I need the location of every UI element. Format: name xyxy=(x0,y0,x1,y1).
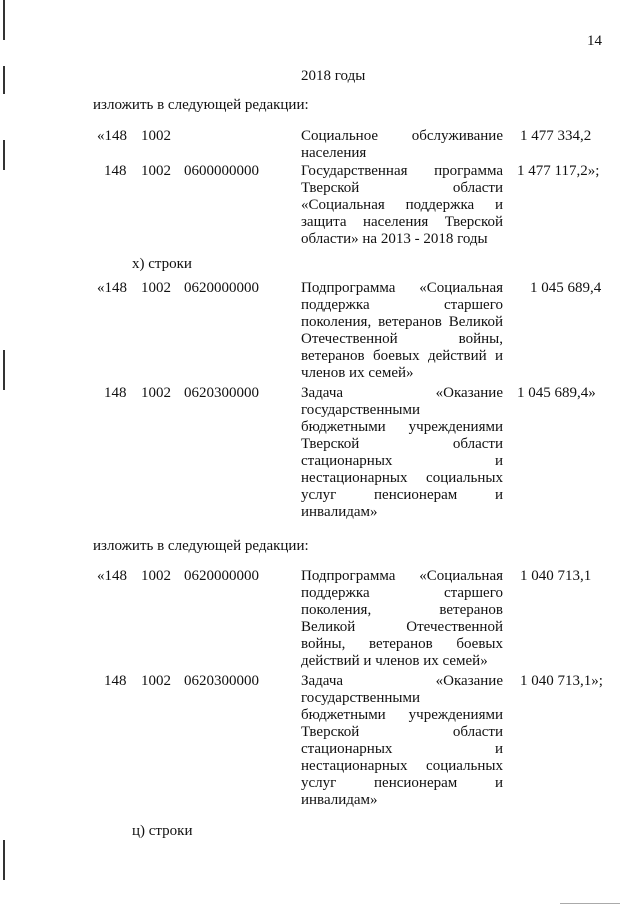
code-section: 1002 xyxy=(141,385,171,401)
row-amount: 1 040 713,1»; xyxy=(520,673,603,689)
code-section: 1002 xyxy=(141,568,171,584)
code-ministry: «148 xyxy=(97,128,127,144)
code-ministry: 148 xyxy=(104,673,127,689)
row-description: Государственная программа Тверской области «Социальная поддержка и защита населения Тверской области» на 2013 - 2018 годы xyxy=(301,163,503,247)
code-section: 1002 xyxy=(141,163,171,179)
row-amount: 1 045 689,4» xyxy=(517,385,596,401)
row-description: Задача «Оказание государственными бюджетными учреждениями Тверской области стационарных и нестационарных социальных услуг пенсионерам и инвалидам» xyxy=(301,385,503,520)
code-section: 1002 xyxy=(141,673,171,689)
code-target: 0620300000 xyxy=(184,385,259,401)
code-ministry: «148 xyxy=(97,568,127,584)
row-description: Социальное обслуживание населения xyxy=(301,128,503,161)
code-section: 1002 xyxy=(141,280,171,296)
code-ministry: «148 xyxy=(97,280,127,296)
code-ministry: 148 xyxy=(104,385,127,401)
footer-mark xyxy=(560,903,620,904)
code-target: 0600000000 xyxy=(184,163,259,179)
binding-edge-mark xyxy=(3,840,5,880)
code-target: 0620000000 xyxy=(184,568,259,584)
binding-edge-mark xyxy=(3,350,5,390)
row-amount: 1 477 334,2 xyxy=(520,128,592,144)
code-target: 0620000000 xyxy=(184,280,259,296)
row-description: Подпрограмма «Социальная поддержка старшего поколения, ветеранов Великой Отечественной войны, ветеранов боевых действий и членов их семей» xyxy=(301,568,503,669)
replace-phrase: изложить в следующей редакции: xyxy=(93,538,309,554)
page-number: 14 xyxy=(587,33,602,49)
row-description: Подпрограмма «Социальная поддержка старшего поколения, ветеранов Великой Отечественной войны, ветеранов боевых действий и членов их семей» xyxy=(301,280,503,381)
row-amount: 1 477 117,2»; xyxy=(517,163,600,179)
code-ministry: 148 xyxy=(104,163,127,179)
heading-years: 2018 годы xyxy=(301,68,366,84)
row-amount: 1 040 713,1 xyxy=(520,568,592,584)
row-amount: 1 045 689,4 xyxy=(530,280,602,296)
replace-phrase: изложить в следующей редакции: xyxy=(93,97,309,113)
binding-edge-mark xyxy=(3,66,5,94)
binding-edge-mark xyxy=(3,0,5,40)
binding-edge-mark xyxy=(3,140,5,170)
section-heading-ts: ц) строки xyxy=(132,823,193,839)
row-description: Задача «Оказание государственными бюджетными учреждениями Тверской области стационарных и нестационарных социальных услуг пенсионерам и инвалидам» xyxy=(301,673,503,808)
code-section: 1002 xyxy=(141,128,171,144)
section-heading-x: х) строки xyxy=(132,256,192,272)
code-target: 0620300000 xyxy=(184,673,259,689)
